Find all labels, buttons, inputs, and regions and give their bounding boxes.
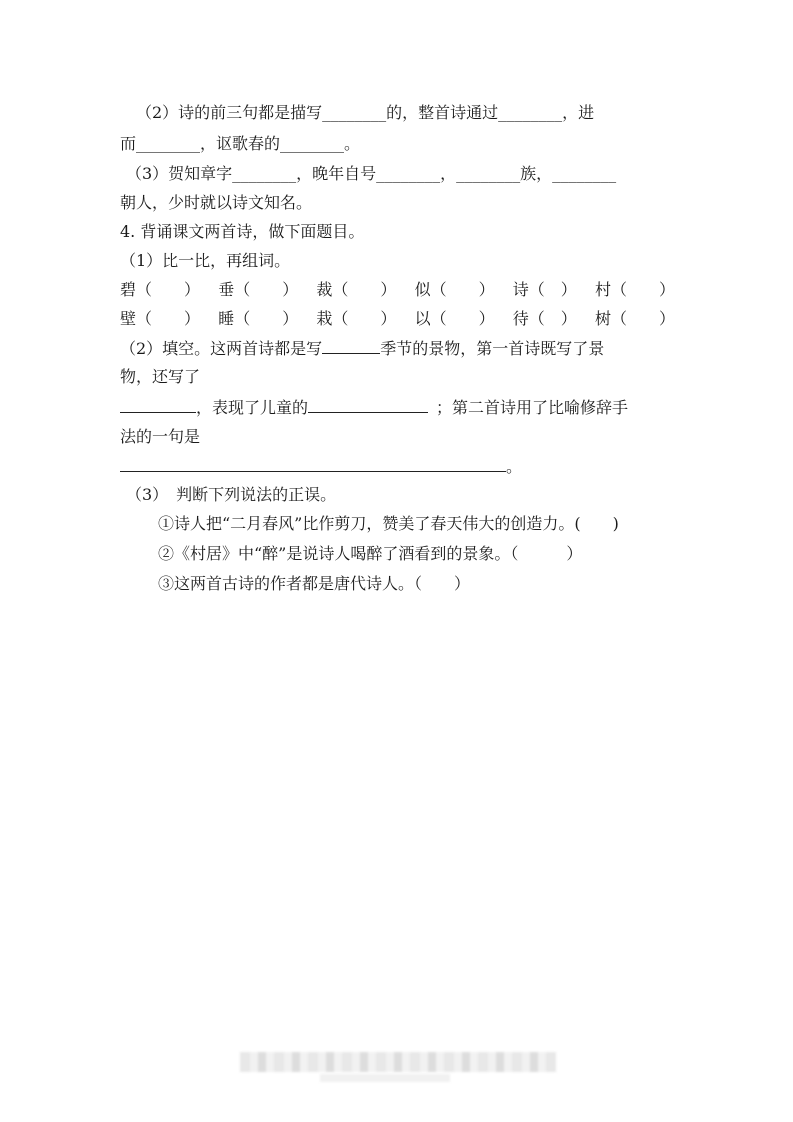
compare-cell: 诗（ ） — [512, 280, 577, 299]
question-3-line-1: （3）贺知章字________，晚年自号________，________族，________ — [126, 164, 617, 183]
answer-blank — [120, 457, 506, 472]
compare-row-1 — [120, 279, 675, 301]
question-4-1-title: （1）比一比，再组词。 — [120, 251, 291, 270]
answer-blank — [308, 398, 428, 413]
compare-cell: 垂（ ） — [218, 280, 299, 299]
fill-line-3 — [120, 397, 628, 419]
answer-blank — [322, 339, 380, 354]
compare-cell: 栽（ ） — [316, 309, 397, 328]
question-2-line-2: 而________，讴歌春的________。 — [120, 134, 361, 153]
answer-blank — [120, 398, 196, 413]
fill-text: ；第二首诗用了比喻修辞手 — [436, 398, 629, 417]
compare-cell: 裁（ ） — [316, 280, 397, 299]
compare-cell: 待（ ） — [512, 309, 577, 328]
question-3-line-2: 朝人，少时就以诗文知名。 — [120, 193, 313, 212]
compare-cell: 碧（ ） — [120, 280, 201, 299]
fill-text: 。 — [506, 457, 523, 476]
compare-cell: 以（ ） — [414, 309, 495, 328]
fill-line-1 — [120, 338, 604, 360]
compare-cell: 树（ ） — [594, 309, 675, 328]
compare-cell: 似（ ） — [414, 280, 495, 299]
fill-line-5 — [120, 456, 522, 478]
question-2-line-1: （2）诗的前三句都是描写________的，整首诗通过________，进 — [136, 103, 595, 122]
blurred-footer-sub — [320, 1074, 450, 1082]
judge-item-2: ②《村居》中“醉”是说诗人喝醉了酒看到的景象。（ ） — [158, 544, 583, 563]
judge-item-3: ③这两首古诗的作者都是唐代诗人。（ ） — [158, 574, 471, 593]
fill-text: ，表现了儿童的 — [196, 398, 309, 417]
judge-item-1: ①诗人把“二月春风”比作剪刀，赞美了春天伟大的创造力。( ) — [158, 514, 619, 533]
compare-cell: 村（ ） — [594, 280, 675, 299]
fill-text: （2）填空。这两首诗都是写 — [120, 339, 323, 358]
blurred-footer — [240, 1052, 556, 1072]
question-4-title: 4. 背诵课文两首诗，做下面题目。 — [120, 222, 365, 241]
compare-row-2 — [120, 308, 675, 330]
fill-line-4: 法的一句是 — [120, 427, 201, 446]
judge-title: （3） 判断下列说法的正误。 — [126, 485, 337, 504]
compare-cell: 壁（ ） — [120, 309, 201, 328]
fill-line-2: 物，还写了 — [120, 367, 201, 386]
compare-cell: 睡（ ） — [218, 309, 299, 328]
fill-text: 季节的景物，第一首诗既写了景 — [380, 339, 605, 358]
